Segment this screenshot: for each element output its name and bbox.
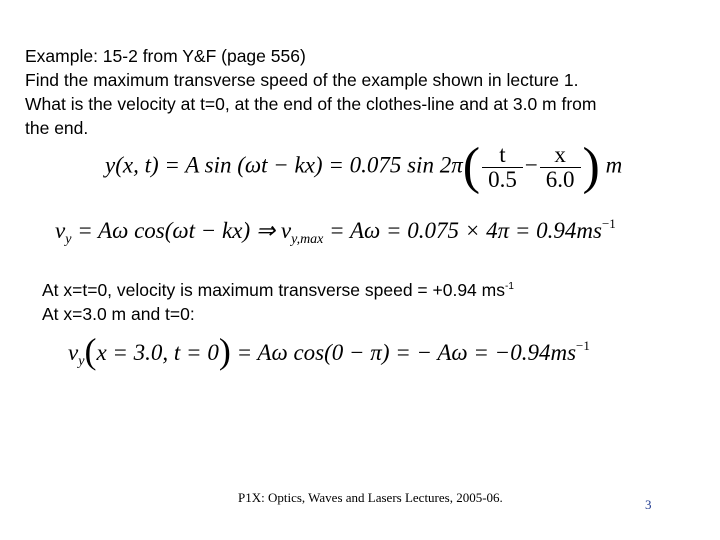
result-line-2: At x=3.0 m and t=0:	[42, 304, 195, 324]
result-line-1-exponent: -1	[504, 281, 514, 292]
max-velocity-value: = Aω = 0.075 × 4π = 0.94	[323, 218, 577, 243]
result-line-1-text: At x=t=0, velocity is maximum transverse speed = +0.94 ms	[42, 280, 505, 300]
max-velocity-symbol: v	[280, 218, 292, 243]
displacement-unit: m	[605, 152, 623, 178]
args-right-paren: )	[218, 331, 231, 371]
velocity-symbol: v	[55, 218, 66, 243]
velocity-at-point-equation	[68, 330, 590, 372]
fraction-denominator-period: 0.5	[488, 166, 517, 192]
velocity-at-point-unit: ms	[550, 340, 577, 365]
minus-sign: −	[524, 152, 538, 178]
velocity-at-point-symbol: v	[68, 340, 79, 365]
problem-line-3: What is the velocity at t=0, at the end of the clothes-line and at 3.0 m from	[25, 94, 597, 114]
velocity-at-point-exponent: −1	[576, 338, 590, 353]
problem-line-4: the end.	[25, 118, 89, 138]
result-statement	[42, 275, 514, 326]
velocity-at-point-subscript: y	[78, 354, 85, 369]
fraction-numerator-x: x	[540, 143, 581, 168]
velocity-unit-exponent: −1	[601, 216, 616, 231]
displacement-equation	[105, 138, 623, 195]
args-left-paren: (	[84, 331, 97, 371]
problem-statement	[25, 44, 705, 140]
slide-footer: P1X: Optics, Waves and Lasers Lectures, 2005-06.	[238, 490, 503, 505]
result-line-1	[42, 275, 514, 302]
velocity-at-point-args: x = 3.0, t = 0	[96, 340, 219, 365]
velocity-subscript: y	[65, 232, 72, 247]
fraction-x-over-wavelength	[540, 143, 581, 192]
displacement-equation-lhs: y(x, t) = A sin (ωt − kx) = 0.075 sin 2π	[105, 152, 463, 178]
velocity-at-point-value: = Aω cos(0 − π) = − Aω = −0.94	[230, 340, 551, 365]
fraction-t-over-period	[482, 143, 523, 192]
right-paren: )	[582, 138, 600, 195]
velocity-unit: ms	[576, 218, 602, 243]
page-number: 3	[645, 497, 652, 512]
fraction-numerator-t: t	[482, 143, 523, 168]
velocity-equation	[55, 216, 616, 248]
left-paren: (	[462, 138, 481, 195]
max-velocity-subscript: y,max	[291, 232, 324, 247]
problem-line-2: Find the maximum transverse speed of the example shown in lecture 1.	[25, 70, 579, 90]
velocity-expression: = Aω cos(ωt − kx) ⇒	[71, 218, 281, 243]
problem-title: Example: 15-2 from Y&F (page 556)	[25, 46, 306, 66]
fraction-denominator-wavelength: 6.0	[545, 166, 575, 192]
